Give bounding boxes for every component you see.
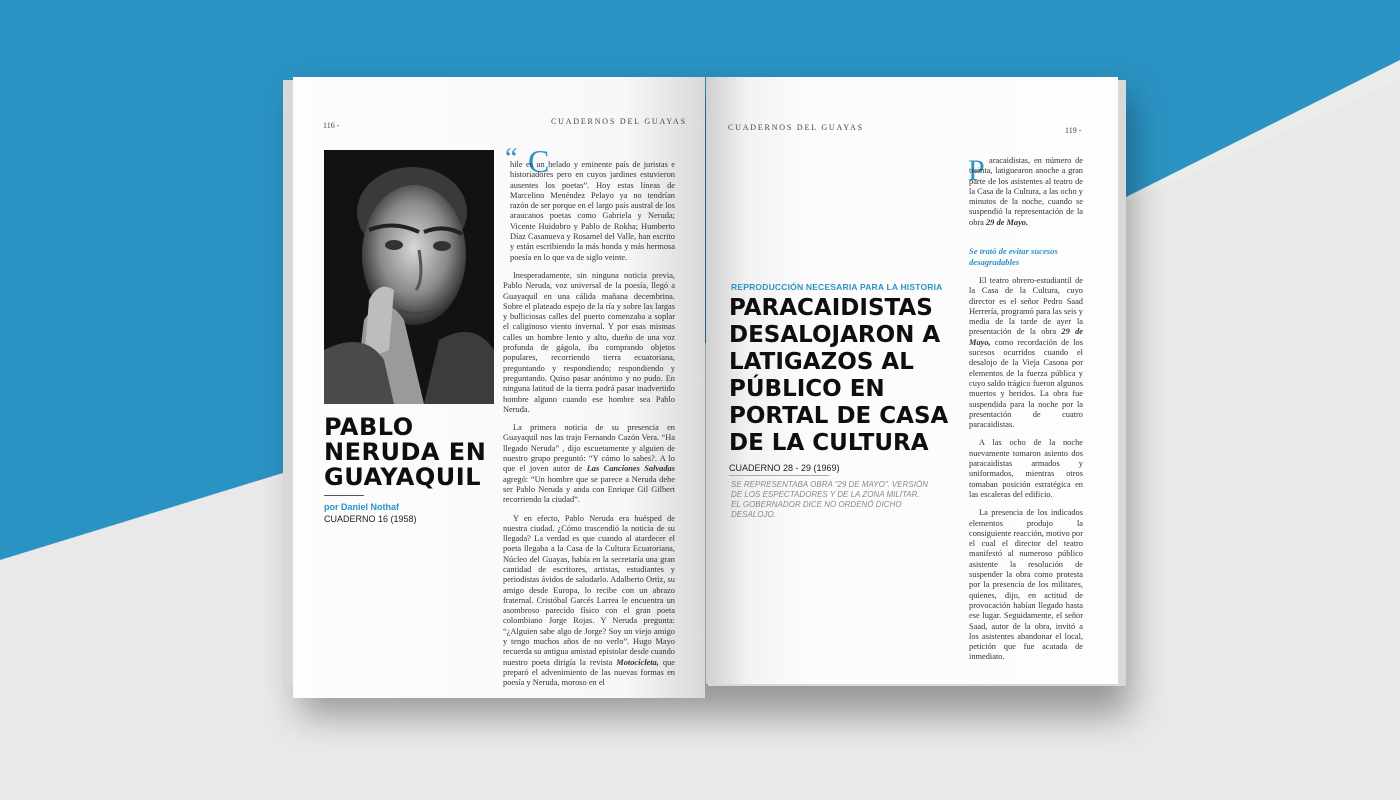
running-head: CUADERNOS DEL GUAYAS <box>551 117 687 126</box>
play-title-2: 29 de Mayo, <box>969 327 1083 347</box>
body-column <box>503 160 675 697</box>
article-title: PABLO NERUDA EN GUAYAQUIL <box>324 413 487 491</box>
paragraph-2: Inesperadamente, sin ninguna noticia previa, Pablo Neruda, voz universal de la poesía, llegó a Guayaquil en una cálida mañana decembrina. Sobre el plateado espejo de la ría y sobre las largas y bulliciosas calles del puerto comenzaba a soplar el caliginoso viento invernal. Y por esas mismas calles un hombre lento y alto, dueño de una voz profunda de gágola, iba comprando objetos populares, recorriendo tierra ecuatoriana, preguntando y respondiendo; respondiendo y preguntando. Quiso pasar anónimo y no pudo. En ninguna latitud de la tierra podrá pasar inadvertido hombre alguno cuando ese hombre sea Pablo Neruda. <box>503 270 675 414</box>
lead-paragraph: aracaidistas, en número de treinta, latiguearon anoche a gran parte de los asistentes al teatro de la Casa de la Cultura, a las ocho y minutos de la noche, cuando se suspendió la representación de la obra 29 de Mayo. <box>969 156 1083 227</box>
subhead: Se trató de evitar sucesos desagradables <box>969 246 1058 267</box>
paragraph-1: hile es un helado y eminente país de juristas e historiadores pero en cuyos jardines estuvieron ausentes los poetas”. Hoy estas líneas de Marcelino Menéndez Pelayo ya no tendrían razón de ser porque en el largo país austral de los araucanos poetas como Gabriela y Neruda; Vicente Huidobro y Pablo de Rokha; Humberto Díaz Casanueva y Rosamel del Valle, han escrito y están escribiendo la más honda y más hermosa poesía en lo que va de siglo veinte. <box>510 160 675 262</box>
issue-label: CUADERNO 28 - 29 (1969) <box>729 463 840 473</box>
right-page <box>706 77 1118 684</box>
paragraph-3: A las ocho de la noche nuevamente tomaron asiento dos paracaidistas armados y uniformados, mientras otros tomaban posición estratégica en las escaleras del edificio. <box>969 438 1083 499</box>
play-title: 29 de Mayo. <box>985 217 1029 227</box>
paragraph-3: La primera noticia de su presencia en Guayaquil nos las trajo Fernando Cazón Vera. “Ha llegado Neruda” , dijo escuetamente y alguien de nuestro grupo preguntó: “Y cómo lo sabes?. A lo que el joven autor de Las Canciones Salvadas agregó: “Un hombre que se parece a Neruda debe ser Pablo Neruda y anda con Enrique Gil Gilbert recorriendo la ciudad”. <box>503 423 675 505</box>
body-column <box>969 156 1083 236</box>
article-title: PARACAIDISTAS DESALOJARON A LATIGAZOS AL PÚBLICO EN PORTAL DE CASA DE LA CULTURA <box>729 295 949 456</box>
kicker: REPRODUCCIÓN NECESARIA PARA LA HISTORIA <box>731 282 943 292</box>
opening-quote-mark: “ <box>505 143 518 174</box>
running-head: CUADERNOS DEL GUAYAS <box>728 123 864 132</box>
drop-cap: C <box>528 143 550 179</box>
title-rule <box>324 495 364 496</box>
issue-rule <box>729 475 829 476</box>
page-number: 116 - <box>323 121 340 130</box>
book-title: Las Canciones Salvadas <box>586 464 675 474</box>
page-number: 119 - <box>1065 126 1082 135</box>
paragraph-2: El teatro obrero-estudiantil de la Casa de la Cultura, cuyo director es el señor Pedro Saad Herrería, programó para las seis y media de la tarde de ayer la presentación de la obra 29 de Mayo, como recordación de los sucesos ocurridos cuando el desalojo de la Vieja Casona por elementos de la fuerza pública y cuyo saldo trágico fueron algunos muertos y heridos. La obra fue suspendida para la noche por la presentación de cuatro paracaidistas. <box>969 276 1083 430</box>
issue-label: CUADERNO 16 (1958) <box>324 514 417 524</box>
paragraph-4: Y en efecto, Pablo Neruda era huésped de nuestra ciudad. ¿Cómo trascendió la noticia de su llegada? La verdad es que cuando al atardecer el poeta llegaba a la Casa de la Cultura Ecuatoriana, Núcleo del Guayas, había en la secretaría una gran cantidad de escritores, artistas, estudiantes y periodistas ávidos de saludarlo. Adalberto Ortiz, su amigo desde Europa, lo recibe con un abrazo fraternal. Cristóbal Garcés Larrea le encuentra un asombroso parecido físico con el gran poeta colombiano Jorge Rojas. Y Neruda pregunta: “¿Alguien sabe algo de Jorge? Soy un viejo amigo y tengo muchos años de no verlo”. Hugo Mayo recuerda su antigua amistad epistolar desde cuando nuestro poeta dirigía la revista Motocicleta, que preparó el advenimiento de las nuevas formas en poesía y Neruda, moroso en el <box>503 513 675 688</box>
paragraph-4: La presencia de los indicados elementos produjo la consiguiente reacción, motivo por el cual el director del teatro manifestó al numeroso público asistente la resolución de suspender la obra como protesta por la presencia de los militares, quienes, dijo, en actitud de provocación habían llegado hasta ese lugar. Seguidamente, el señor Saad, autor de la obra, invitó a los asistentes abandonar el local, petición que fue acatada de inmediato. <box>969 508 1083 662</box>
magazine-title: Motocicleta, <box>616 657 659 667</box>
deck: SE REPRESENTABA OBRA “29 DE MAYO”. VERSIÓN DE LOS ESPECTADORES Y DE LA ZONA MILITAR. EL GOBERNADOR DICE NO ORDENÓ DICHO DESALOJO. <box>731 480 928 519</box>
left-page <box>293 77 705 698</box>
body-column-continued <box>969 276 1083 671</box>
byline: por Daniel Nothaf <box>324 502 400 512</box>
drop-cap: P <box>968 154 985 187</box>
